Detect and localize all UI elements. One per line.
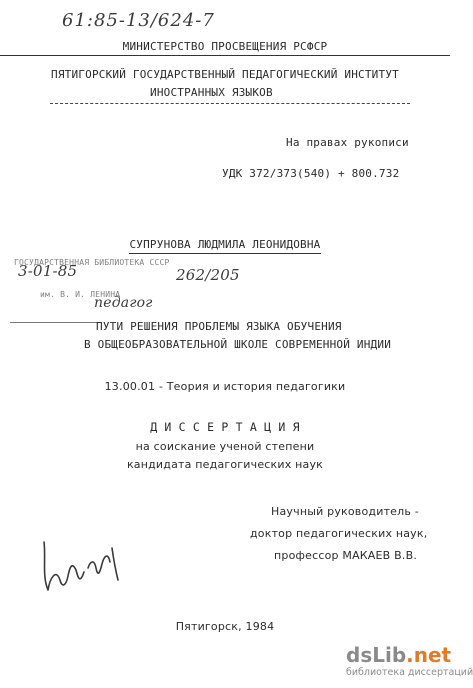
institute-line-2: ИНОСТРАННЫХ ЯЗЫКОВ (150, 86, 273, 99)
author-name (0, 238, 450, 251)
ministry-heading (0, 40, 450, 56)
dissertation-degree-line-1: на соискание ученой степени (135, 440, 315, 453)
supervisor-line-1: Научный руководитель - (271, 505, 419, 518)
udc-code: УДК 372/373(540) + 800.732 (222, 167, 400, 180)
institute-line-1: ПЯТИГОРСКИЙ ГОСУДАРСТВЕННЫЙ ПЕДАГОГИЧЕСКИЙ ИНСТИТУТ (51, 68, 399, 81)
dslib-brand-suffix: .net (406, 643, 452, 667)
dissertation-degree-line-2: кандидата педагогических наук (126, 458, 324, 471)
ministry-text: МИНИСТЕРСТВО ПРОСВЕЩЕНИЯ РСФСР (122, 40, 328, 53)
library-stamp-line: ГОСУДАРСТВЕННАЯ БИБЛИОТЕКА СССР (14, 258, 170, 267)
catalog-number: 61:85-13/624-7 (62, 10, 215, 31)
dslib-watermark (346, 643, 473, 683)
institute-underline (50, 103, 410, 104)
manuscript-rights: На правах рукописи (286, 136, 409, 149)
specialty-code: 13.00.01 - Теория и история педагогики (104, 380, 346, 393)
thesis-title-line-1: ПУТИ РЕШЕНИЯ ПРОБЛЕМЫ ЯЗЫКА ОБУЧЕНИЯ (96, 320, 342, 333)
dslib-brand-main: dsLib (346, 643, 407, 667)
library-stamp-line-2: им. В. И. ЛЕНИНА (40, 290, 121, 299)
supervisor-line-3: профессор МАКАЕВ В.В. (274, 549, 418, 562)
stamp-code: 262/205 (176, 266, 240, 284)
signature-image (36, 528, 126, 598)
dissertation-heading: Д И С С Е Р Т А Ц И Я (150, 420, 300, 434)
stamp-date: 3-01-85 (18, 262, 78, 280)
city-year: Пятигорск, 1984 (175, 620, 275, 633)
thesis-title-line-2: В ОБЩЕОБРАЗОВАТЕЛЬНОЙ ШКОЛЕ СОВРЕМЕННОЙ ИНДИИ (84, 338, 392, 351)
dslib-tagline: библиотека диссертаций (346, 667, 473, 678)
author-name-text: СУПРУНОВА ЛЮДМИЛА ЛЕОНИДОВНА (129, 238, 320, 254)
dslib-logo (346, 643, 451, 667)
stamp-border (10, 322, 100, 323)
stamp-handwritten-word: педагог (94, 295, 153, 311)
supervisor-line-2: доктор педагогических наук, (250, 527, 428, 540)
